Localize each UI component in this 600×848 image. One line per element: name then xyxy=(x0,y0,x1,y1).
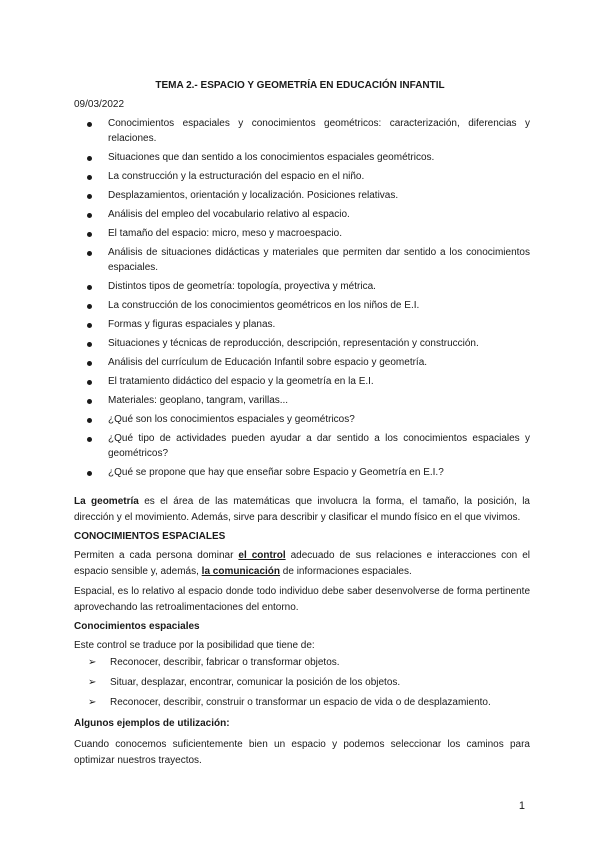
bullet-icon xyxy=(87,194,92,199)
subheading-ejemplos: Algunos ejemplos de utilización: xyxy=(74,718,230,729)
bullet-icon xyxy=(87,232,92,237)
topic-item: Situaciones y técnicas de reproducción, descripción, representación y construcción. xyxy=(74,336,530,351)
bullet-icon xyxy=(87,122,92,127)
topic-item: Formas y figuras espaciales y planas. xyxy=(74,317,530,332)
arrow-bullet-icon: ➢ xyxy=(88,677,97,688)
geometry-definition: La geometría es el área de las matemáticas que involucra la forma, el tamaño, la posición, la dirección y el movimiento. Además, sirve para describir y clasificar el mundo físico en el que vivimos. xyxy=(74,496,530,523)
topic-item: Materiales: geoplano, tangram, varillas... xyxy=(74,393,530,408)
bullet-icon xyxy=(87,213,92,218)
page-number: 1 xyxy=(518,800,525,812)
bullet-icon xyxy=(87,175,92,180)
underlined-term-communication: la comunicación xyxy=(201,566,281,577)
control-paragraph: Este control se traduce por la posibilidad que tiene de: xyxy=(74,640,315,651)
bullet-icon xyxy=(87,323,92,328)
bullet-icon xyxy=(87,251,92,256)
bullet-icon xyxy=(87,380,92,385)
bullet-icon xyxy=(87,285,92,290)
topic-item: ¿Qué son los conocimientos espaciales y geométricos? xyxy=(74,412,530,427)
spatial-definition-paragraph: Espacial, es lo relativo al espacio donde todo individuo debe saber desenvolverse de forma pertinente aprovechando las retroalimentaciones del entorno. xyxy=(74,586,530,613)
bullet-icon xyxy=(87,471,92,476)
topic-item: El tamaño del espacio: micro, meso y macroespacio. xyxy=(74,226,530,241)
examples-paragraph: Cuando conocemos suficientemente bien un espacio y podemos seleccionar los caminos para optimizar nuestros trayectos. xyxy=(74,739,530,766)
bullet-icon xyxy=(87,361,92,366)
section-heading: CONOCIMIENTOS ESPACIALES xyxy=(74,531,226,542)
topic-item: Análisis del empleo del vocabulario relativo al espacio. xyxy=(74,207,530,222)
ability-item: ➢ Reconocer, describir, fabricar o transformar objetos. xyxy=(88,657,340,668)
topic-item: Análisis del currículum de Educación Infantil sobre espacio y geometría. xyxy=(74,355,530,370)
topic-item: La construcción de los conocimientos geométricos en los niños de E.I. xyxy=(74,298,530,313)
spatial-knowledge-paragraph: Permiten a cada persona dominar el control adecuado de sus relaciones e interacciones con el espacio sensible y, además, la comunicación de informaciones espaciales. xyxy=(74,550,530,577)
underlined-term-control: el control xyxy=(238,550,286,561)
topic-item: Análisis de situaciones didácticas y materiales que permiten dar sentido a los conocimientos espaciales. xyxy=(74,245,530,275)
geometry-term: La geometría xyxy=(74,496,139,507)
topic-item: ¿Qué se propone que hay que enseñar sobre Espacio y Geometría en E.I.? xyxy=(74,465,530,480)
topic-item: La construcción y la estructuración del espacio en el niño. xyxy=(74,169,530,184)
subheading-conocimientos: Conocimientos espaciales xyxy=(74,621,200,632)
bullet-icon xyxy=(87,156,92,161)
document-date: 09/03/2022 xyxy=(74,99,125,110)
ability-item: ➢ Reconocer, describir, construir o transformar un espacio de vida o de desplazamiento. xyxy=(88,697,491,708)
document-title: TEMA 2.- ESPACIO Y GEOMETRÍA EN EDUCACIÓN INFANTIL xyxy=(155,80,445,91)
bullet-icon xyxy=(87,342,92,347)
bullet-icon xyxy=(87,304,92,309)
arrow-bullet-icon: ➢ xyxy=(88,697,97,708)
ability-item: ➢ Situar, desplazar, encontrar, comunicar la posición de los objetos. xyxy=(88,677,401,688)
abilities-list xyxy=(74,655,530,715)
topic-item: ¿Qué tipo de actividades pueden ayudar a dar sentido a los conocimientos espaciales y geométricos? xyxy=(74,431,530,461)
topic-item: Situaciones que dan sentido a los conocimientos espaciales geométricos. xyxy=(74,150,530,165)
arrow-bullet-icon: ➢ xyxy=(88,657,97,668)
topic-item: Distintos tipos de geometría: topología, proyectiva y métrica. xyxy=(74,279,530,294)
bullet-icon xyxy=(87,399,92,404)
topic-item: El tratamiento didáctico del espacio y la geometría en la E.I. xyxy=(74,374,530,389)
bullet-icon xyxy=(87,437,92,442)
topic-item: Conocimientos espaciales y conocimientos geométricos: caracterización, diferencias y relaciones. xyxy=(74,116,530,146)
topics-list xyxy=(74,116,530,484)
bullet-icon xyxy=(87,418,92,423)
topic-item: Desplazamientos, orientación y localización. Posiciones relativas. xyxy=(74,188,530,203)
